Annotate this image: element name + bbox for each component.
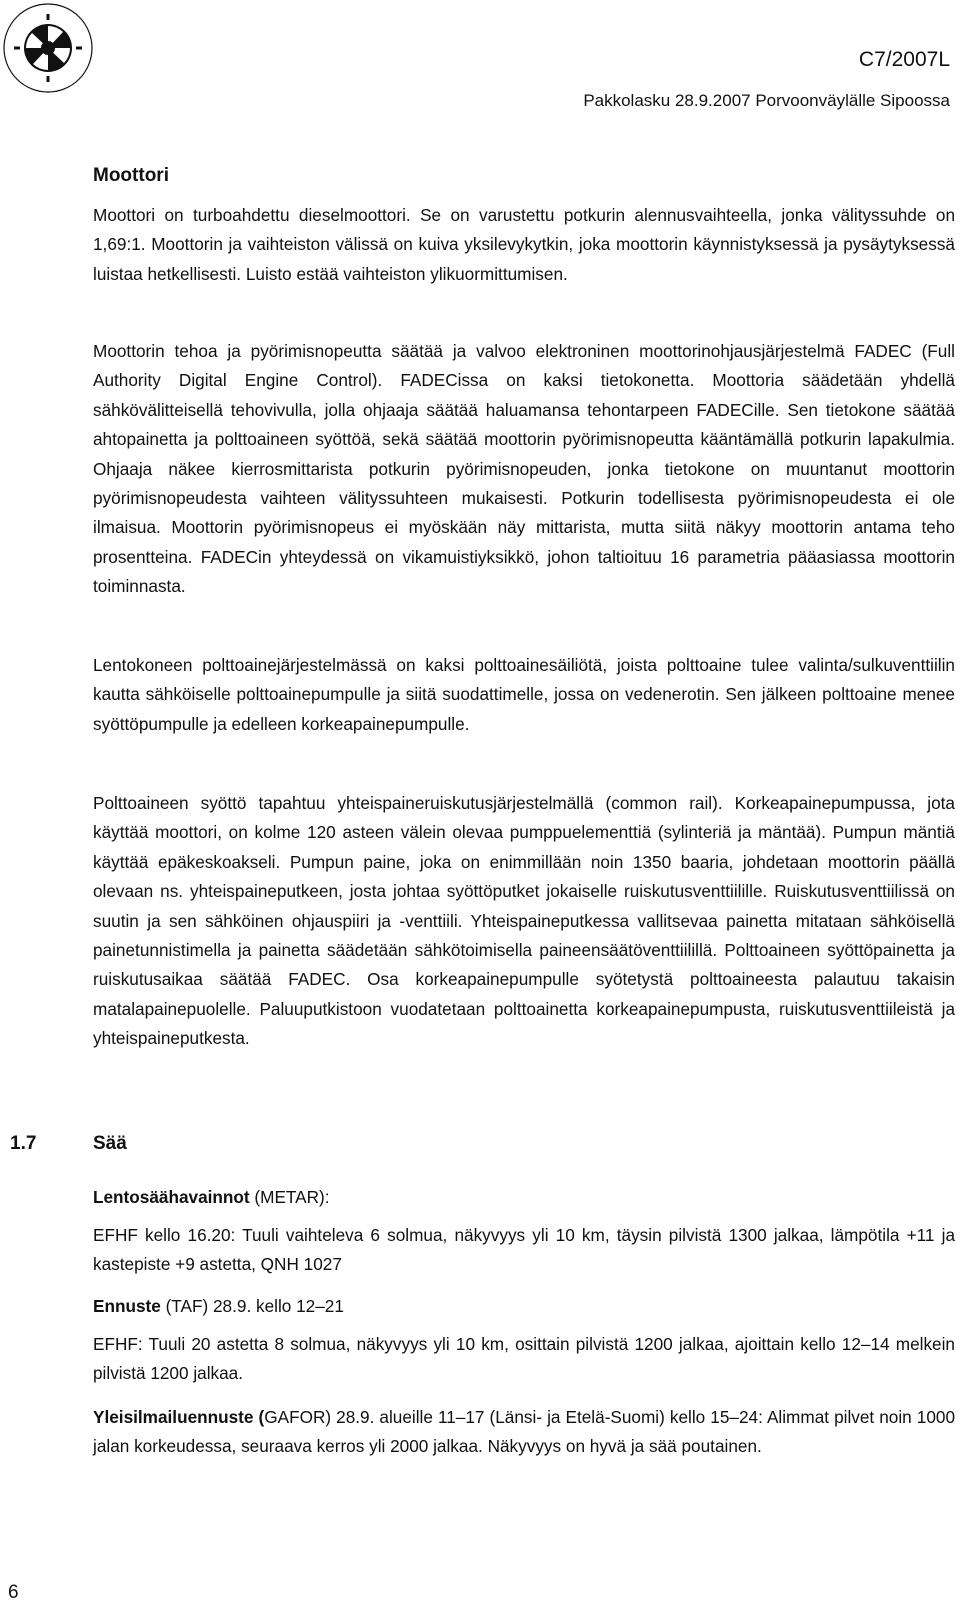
section-number-weather: 1.7 (10, 1133, 37, 1154)
section-heading-weather: Sää (93, 1133, 127, 1154)
agency-logo (0, 0, 96, 96)
section-heading-engine: Moottori (93, 165, 169, 186)
taf-heading (93, 1292, 955, 1321)
metar-heading (93, 1183, 955, 1212)
report-code: C7/2007L (858, 48, 950, 71)
taf-text: EFHF: Tuuli 20 astetta 8 solmua, näkyvyys yli 10 km, osittain pilvistä 1200 jalkaa, ajoittain kello 12–14 melkein pilvistä 1200 jalkaa. (93, 1334, 955, 1384)
metar-text: EFHF kello 16.20: Tuuli vaihteleva 6 solmua, näkyvyys yli 10 km, täysin pilvistä 1300 jalkaa, lämpötila +11 ja kastepiste +9 astetta, QNH 1027 (93, 1225, 955, 1275)
paragraph-engine-1: Moottori on turboahdettu dieselmoottori. Se on varustettu potkurin alennusvaihteella, jonka välityssuhde on 1,69:1. Moottorin ja vaihteiston välissä on kuiva yksilevykytkin, joka moottorin käynnistyksessä ja pysäytyksessä luistaa hetkellisesti. Luisto estää vaihteiston ylikuormittumisen. (93, 205, 955, 284)
report-title: Pakkolasku 28.9.2007 Porvoonväylälle Sipoossa (583, 91, 950, 110)
metar-heading-rest: (METAR): (249, 1187, 330, 1207)
page-number: 6 (8, 1582, 19, 1603)
paragraph-fuel-system: Lentokoneen polttoainejärjestelmässä on kaksi polttoainesäiliötä, joista polttoaine tulee valinta/sulkuventtiilin kautta sähköiselle polttoainepumpulle ja siitä suodattimelle, jossa on vedenerotin. Sen jälkeen polttoaine menee syöttöpumpulle ja edelleen korkeapainepumpulle. (93, 655, 955, 734)
paragraph-common-rail: Polttoaineen syöttö tapahtuu yhteispaineruiskutusjärjestelmällä (common rail). Korkeapainepumpussa, jota käyttää moottori, on kolme 120 asteen välein olevaa pumppuelementtiä (sylinteriä ja mäntää). Pumpun mäntiä käyttää epäkeskoakseli. Pumpun paine, joka on enimmillään noin 1350 baaria, johdetaan moottorin päällä olevaan ns. yhteispaineputkeen, josta johtaa syöttöputket jokaiselle ruiskutusventtiilille. Ruiskutusventtiilissä on suutin ja sen sähköinen ohjauspiiri ja -venttiili. Yhteispaineputkessa vallitsevaa painetta mitataan sähköisellä painetunnistimella ja painetta säädetään sähkötoimisella paineensäätöventtiilillä. Polttoaineen syöttöpainetta ja ruiskutusaikaa säätää FADEC. Osa korkeapainepumpulle syötetystä polttoaineesta palautuu takaisin matalapainepuolelle. Paluuputkistoon vuodatetaan polttoainetta korkeapainepumpusta, ruiskutusventtiileistä ja yhteispaineputkesta. (93, 793, 955, 1049)
paragraph-engine-2: Moottorin tehoa ja pyörimisnopeutta säätää ja valvoo elektroninen moottorinohjausjärjestelmä FADEC (Full Authority Digital Engine Control). FADECissa on kaksi tietokonetta. Moottoria säädetään yhdellä sähkövälitteisellä tehovivulla, jolla ohjaaja säätää haluamansa tehontarpeen FADECille. Sen tietokone säätää ahtopainetta ja polttoaineen syöttöä, sekä säätää moottorin pyörimisnopeutta kääntämällä potkurin lapakulmia. Ohjaaja näkee kierrosmittarista potkurin pyörimisnopeuden, jonka tietokone on muuntanut moottorin pyörimisnopeudesta vaihteen välityssuhteen mukaisesti. Potkurin todellisesta pyörimisnopeudesta ei ole ilmaisua. Moottorin pyörimisnopeus ei myöskään näy mittarista, mutta siitä näkyy moottorin antama teho prosentteina. FADECin yhteydessä on vikamuistiyksikkö, johon taltioituu 16 parametria pääasiassa moottorin toiminnasta. (93, 341, 955, 597)
gafor-bold: Yleisilmailuennuste ( (93, 1407, 265, 1427)
metar-heading-bold: Lentosäähavainnot (93, 1187, 250, 1207)
taf-heading-bold: Ennuste (93, 1296, 161, 1316)
taf-heading-rest: (TAF) 28.9. kello 12–21 (160, 1296, 344, 1316)
gafor-rest: GAFOR) 28.9. alueille 11–17 (Länsi- ja Etelä-Suomi) kello 15–24: Alimmat pilvet noin 1000 jalan korkeudessa, seuraava kerros yli 2000 jalkaa. Näkyvyys on hyvä ja sää poutainen. (93, 1407, 956, 1457)
gafor-text (93, 1403, 955, 1462)
